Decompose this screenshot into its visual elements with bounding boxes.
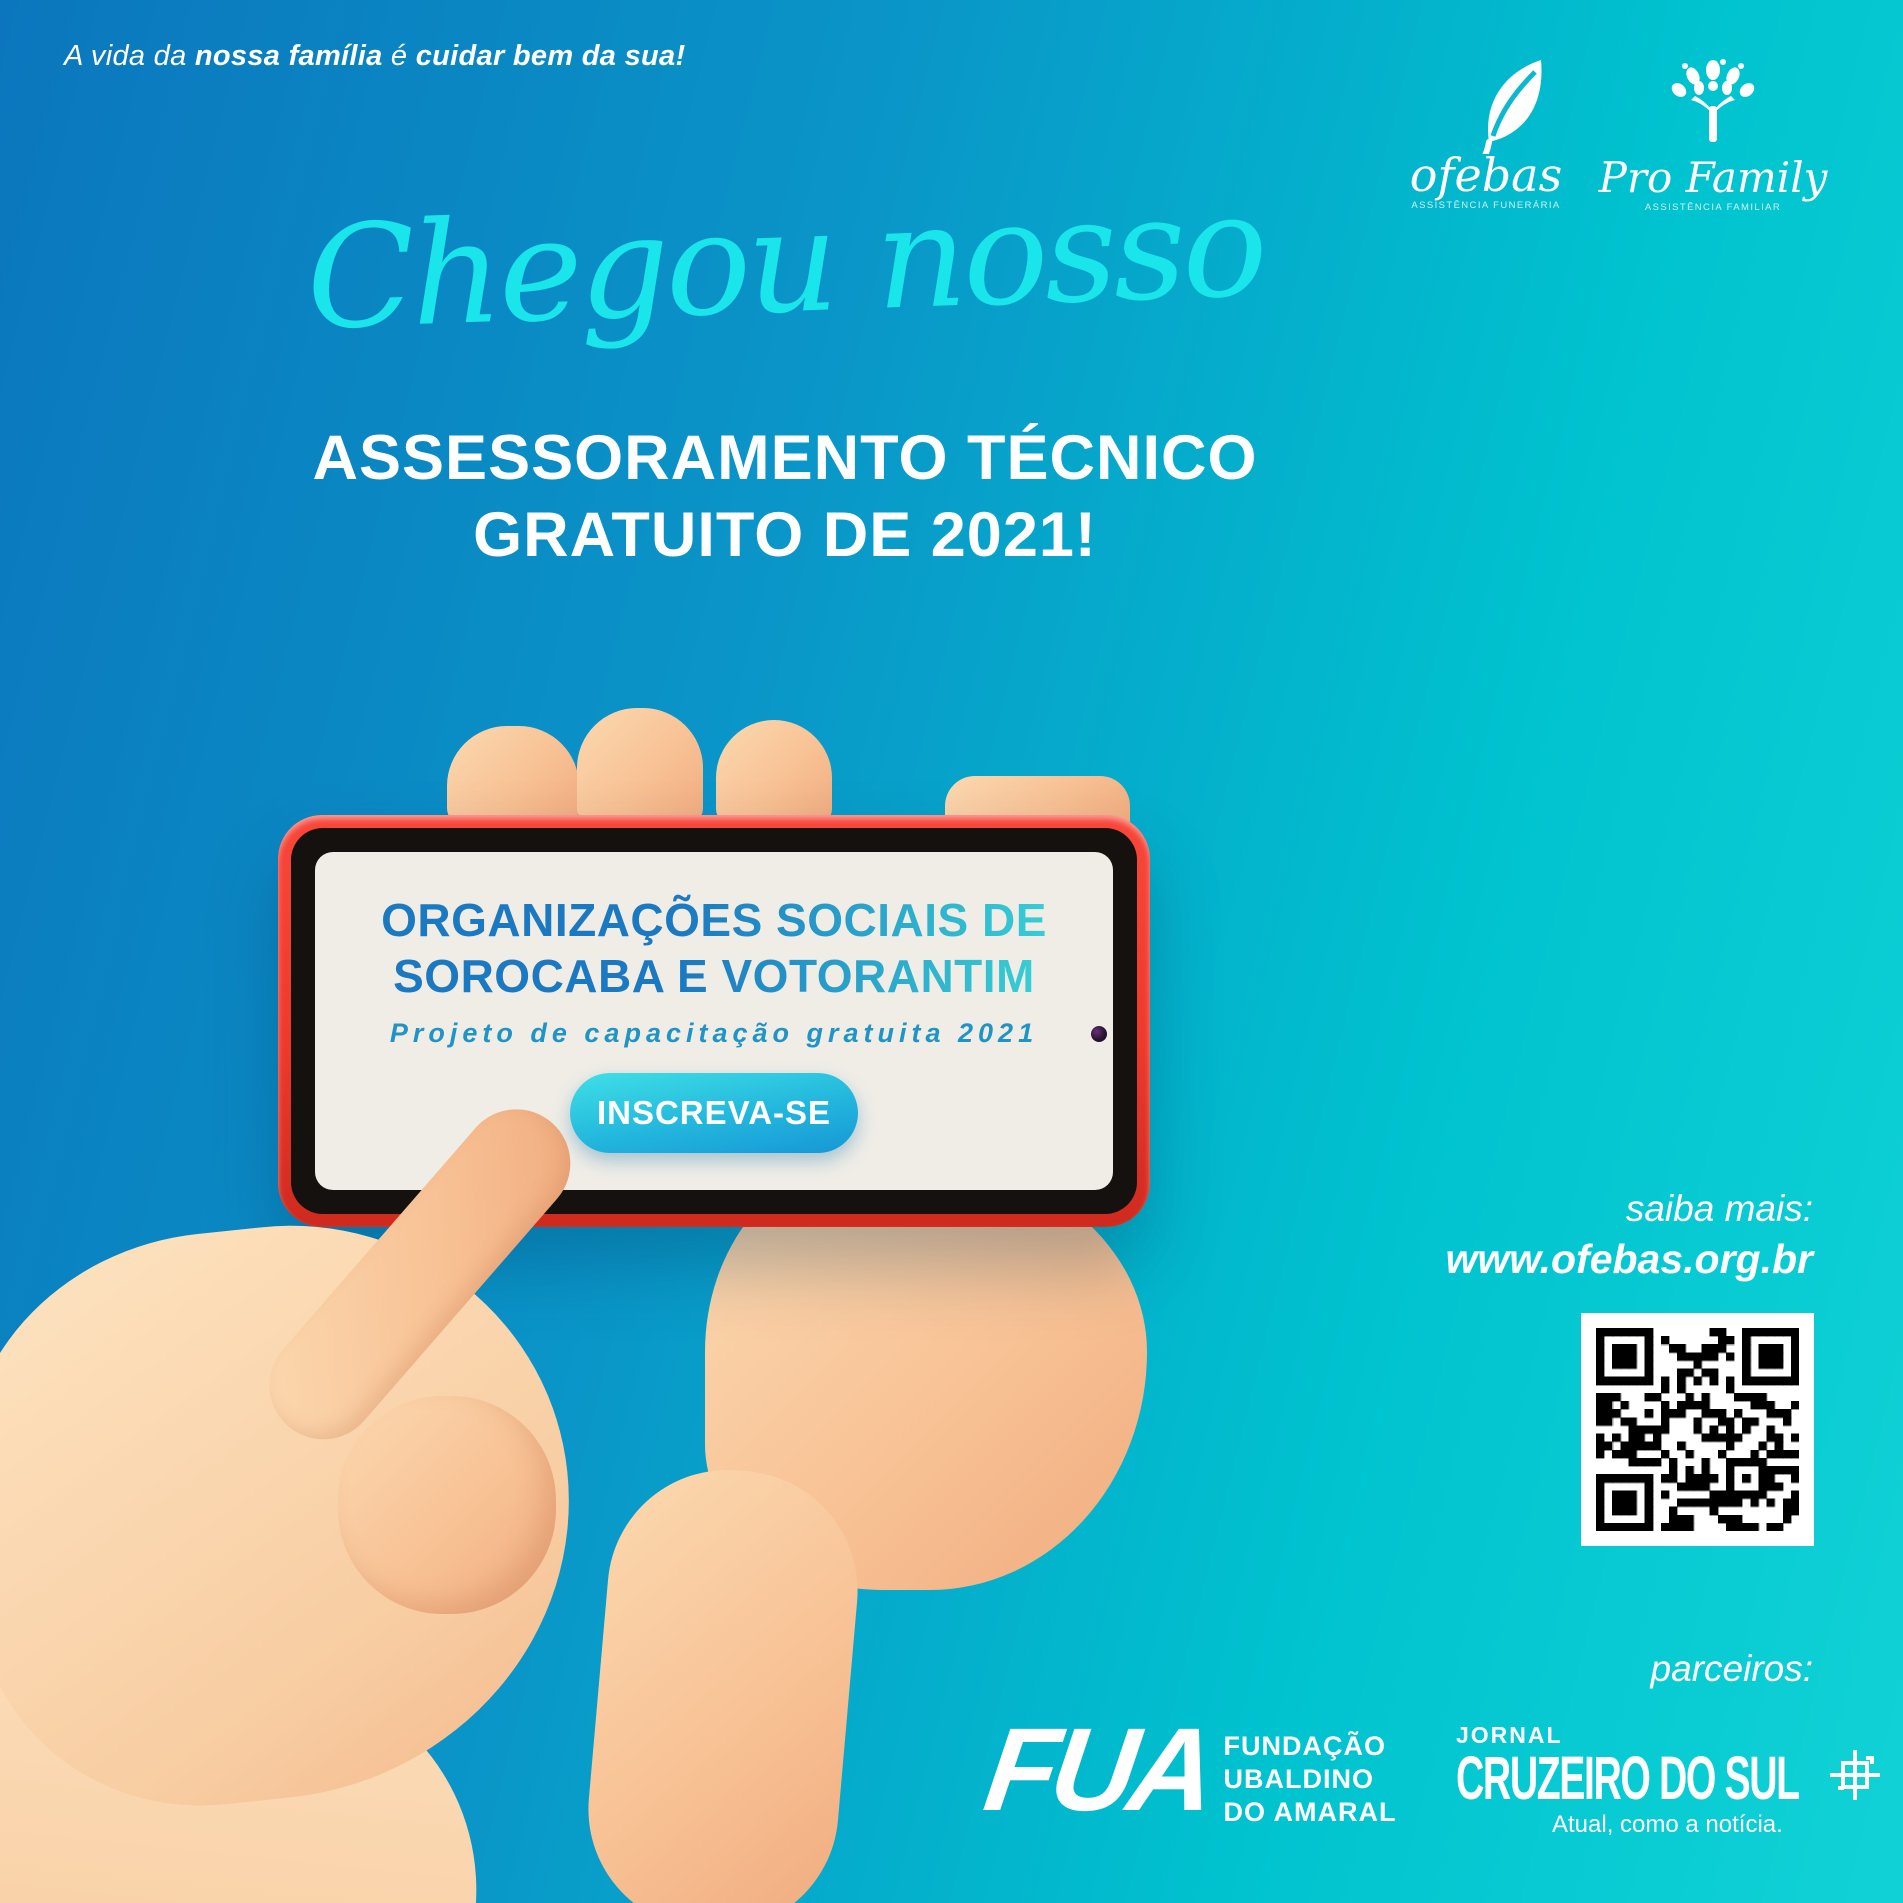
headline-line1: ASSESSORAMENTO TÉCNICO — [312, 423, 1258, 493]
script-heading: Chegou nosso — [303, 163, 1267, 362]
website-url: www.ofebas.org.br — [1445, 1236, 1813, 1282]
ofebas-logo — [1402, 58, 1570, 211]
holding-hand-fingertip — [447, 726, 579, 826]
holding-hand-fingertip — [716, 720, 832, 826]
tagline-part4: cuidar bem da sua! — [415, 40, 686, 72]
tagline-part1: A vida da — [64, 40, 195, 72]
screen-title-line1: ORGANIZAÇÕES SOCIAIS DE — [381, 894, 1047, 946]
phone-bezel — [291, 828, 1137, 1214]
holding-hand-fingertip — [577, 708, 703, 826]
fua-line1: FUNDAÇÃO — [1223, 1731, 1387, 1761]
holding-hand-wrist — [578, 1460, 867, 1903]
tagline-part2: nossa família — [194, 40, 383, 72]
ofebas-subtitle: ASSISTÊNCIA FUNERÁRIA — [1411, 200, 1561, 211]
qr-code — [1581, 1313, 1814, 1546]
screen-title-line2: SOROCABA E VOTORANTIM — [393, 950, 1035, 1002]
cruzeiro-kicker: JORNAL — [1456, 1722, 1563, 1748]
saiba-mais-label: saiba mais: — [1625, 1188, 1813, 1229]
fua-logo — [977, 1704, 1397, 1836]
camera-icon — [1091, 1026, 1107, 1042]
cruzeiro-do-sul-logo — [1456, 1722, 1856, 1839]
inscreva-se-button[interactable]: INSCREVA-SE — [570, 1073, 858, 1153]
southern-cross-icon — [1828, 1748, 1882, 1807]
fua-wordmark: FUA — [977, 1704, 1218, 1836]
pointing-hand-bent-finger — [338, 1396, 556, 1614]
fua-line2: UBALDINO — [1223, 1764, 1375, 1794]
tagline-part3: é — [382, 40, 416, 72]
fua-line3: DO AMARAL — [1223, 1797, 1397, 1827]
saiba-mais-block — [1445, 1188, 1813, 1283]
screen-subtitle: Projeto de capacitação gratuita 2021 — [389, 1018, 1039, 1048]
profamily-logo — [1598, 58, 1828, 213]
main-headline — [180, 420, 1390, 574]
cruzeiro-tagline: Atual, como a notícia. — [1552, 1811, 1783, 1838]
qr-code-image — [1596, 1328, 1799, 1531]
leaf-icon — [1415, 58, 1557, 159]
top-tagline — [64, 40, 685, 73]
profamily-subtitle: ASSISTÊNCIA FAMILIAR — [1644, 202, 1782, 213]
fua-name-lines — [1224, 1730, 1397, 1829]
ofebas-wordmark: ofebas — [1409, 148, 1563, 202]
profamily-wordmark: Pro Family — [1598, 153, 1828, 202]
cruzeiro-wordmark: CRUZEIRO DO SUL — [1456, 1742, 1799, 1812]
tree-icon — [1665, 58, 1761, 155]
headline-line2: GRATUITO DE 2021! — [473, 500, 1097, 570]
phone-screen — [315, 852, 1113, 1190]
smartphone — [278, 815, 1150, 1227]
parceiros-label: parceiros: — [1650, 1648, 1813, 1689]
